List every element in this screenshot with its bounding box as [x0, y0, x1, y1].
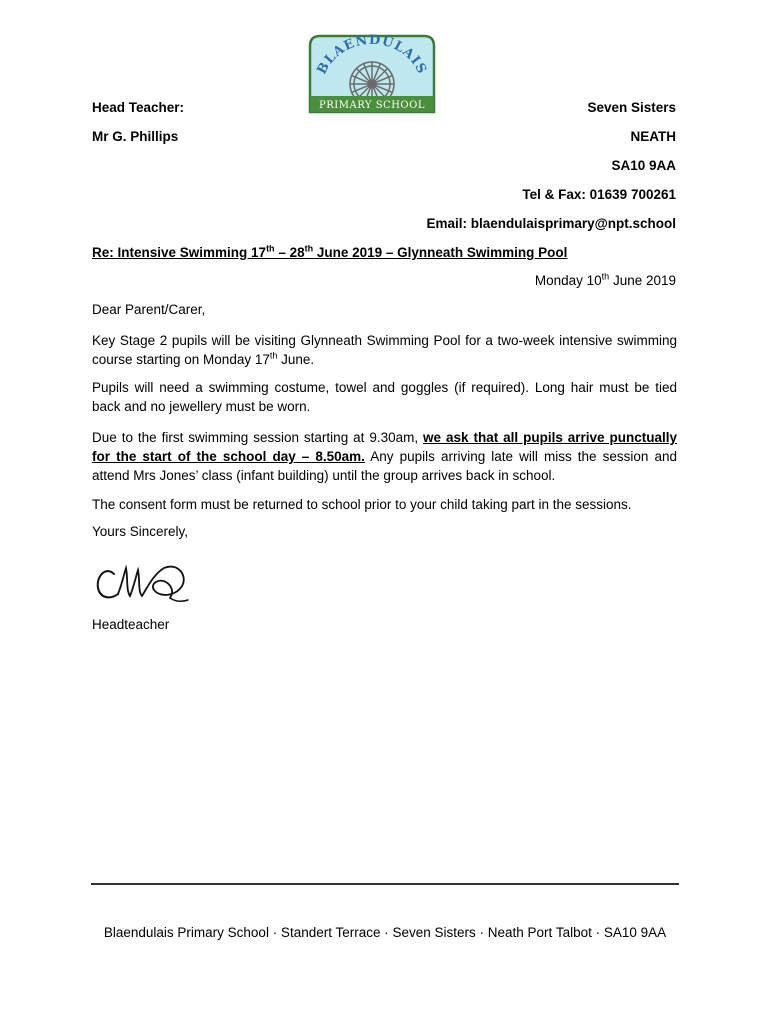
footer-address: Blaendulais Primary School · Standert Terrace · Seven Sisters · Neath Port Talbot · SA10 9AA: [103, 925, 667, 940]
school-logo: [306, 32, 438, 116]
email: Email: blaendulaisprimary@npt.school: [426, 216, 676, 231]
paragraph-4: The consent form must be returned to school prior to your child taking part in the sessions.: [92, 497, 632, 512]
head-teacher-label: Head Teacher:: [92, 100, 185, 115]
address-line-1: Seven Sisters: [587, 100, 676, 115]
tel-fax: Tel & Fax: 01639 700261: [522, 187, 676, 202]
subject-line: Re: Intensive Swimming 17th – 28th June 2019 – Glynneath Swimming Pool: [92, 243, 568, 260]
head-teacher-name: Mr G. Phillips: [92, 129, 179, 144]
salutation: Dear Parent/Carer,: [92, 302, 206, 317]
closing: Yours Sincerely,: [92, 524, 189, 539]
footer-divider: [91, 883, 679, 885]
signature: [92, 556, 192, 608]
logo-arc-text: BLAENDULAIS: [314, 32, 430, 77]
letter-date: Monday 10th June 2019: [534, 271, 676, 288]
address-line-3: SA10 9AA: [611, 158, 676, 173]
logo-banner-text: PRIMARY SCHOOL: [319, 100, 425, 111]
paragraph-3: Due to the first swimming session starting at 9.30am, we ask that all pupils arrive punctually for the start of the school day – 8.50am. Any pupils arriving late will miss the session and attend Mrs Jones’ class (infant building) until the group arrives back in school.: [92, 430, 677, 483]
signature-graphic: [92, 556, 192, 608]
address-line-2: NEATH: [630, 129, 676, 144]
signature-role: Headteacher: [92, 617, 170, 632]
paragraph-2: Pupils will need a swimming costume, towel and goggles (if required). Long hair must be tied back and no jewellery must be worn.: [92, 380, 677, 414]
paragraph-1: Key Stage 2 pupils will be visiting Glynneath Swimming Pool for a two-week intensive swimming course starting on Monday 17th June.: [92, 333, 677, 367]
logo-graphic: [306, 32, 438, 116]
punctuality-notice: we ask that all pupils arrive punctually for the start of the school day – 8.50am.: [92, 430, 677, 464]
